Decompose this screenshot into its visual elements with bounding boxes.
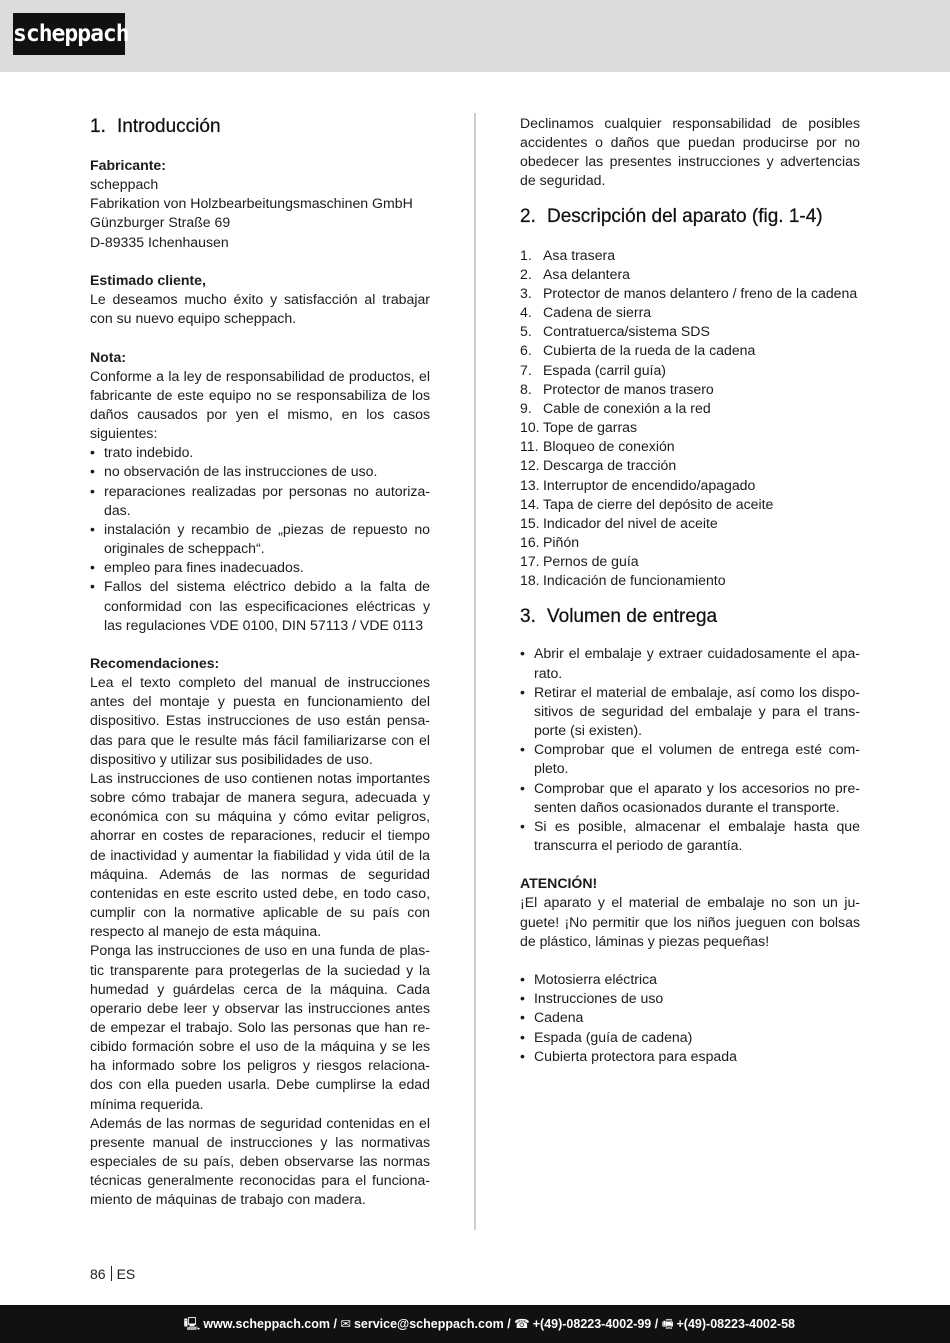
list-item: • empleo para fines inadecuados. bbox=[90, 558, 430, 577]
list-item: 9. Cable de conexión a la red bbox=[520, 399, 711, 416]
recommendations-paragraph: Lea el texto completo del manual de instrucciones antes del montaje y puesta en funcionamiento del dispositivo. Estas instrucciones de uso están pensadas para que le resulte más fácil familiarizarse con el dispositivo y utilizar sus posibilidades de uso. bbox=[90, 674, 430, 767]
right-column bbox=[520, 114, 860, 1066]
list-item: • Motosierra eléctrica bbox=[520, 970, 860, 989]
list-item: 5. Contratuerca/sistema SDS bbox=[520, 323, 710, 340]
page-header bbox=[0, 0, 950, 72]
list-item: • Abrir el embalaje y extraer cuidadosamente el aparato. bbox=[520, 644, 860, 682]
list-item: 18. Indicación de funcionamiento bbox=[520, 572, 726, 589]
dear-customer-label: Estimado cliente, bbox=[90, 271, 206, 288]
left-column bbox=[90, 114, 430, 1210]
list-item: 16. Piñón bbox=[520, 533, 580, 550]
list-item: 13. Interruptor de encendido/apagado bbox=[520, 476, 756, 493]
recommendations-paragraph: Ponga las instrucciones de uso en una funda de plastic transparente para protegerlas de la suciedad y la humedad y guárdelas cerca de la máquina. Cada operario debe leer y observar las instrucciones antes de empezar el trabajo. Solo las personas que han recibido formación sobre el uso de la máquina y se les ha informado sobre los peligros y riesgos relacionados con ella pueden usarla. Debe cumplirse la edad mínima requerida. bbox=[90, 942, 430, 1112]
list-item: 14. Tapa de cierre del depósito de aceite bbox=[520, 495, 774, 512]
list-item: • Fallos del sistema eléctrico debido a la falta de conformidad con las especificaciones eléctricas y las regulaciones VDE 0100, DIN 57113 / VDE 0113 bbox=[90, 577, 430, 634]
recommendations-paragraph: Las instrucciones de uso contienen notas importantes sobre cómo trabajar de manera segura, adecuada y económica con su máquina y cómo evitar peligros, ahorrar en costes de reparaciones, reducir el tiempo de inactividad y aumentar la fiabilidad y vida útil de la máquina. Además de las normas de seguridad contenidas en este escrito usted debe, en todo caso, cumplir con la normative aplicable de su país con respecto al manejo de esta máquina. bbox=[90, 769, 430, 940]
telephone-icon: ☎ bbox=[514, 1317, 530, 1331]
list-item: • Cubierta protectora para espada bbox=[520, 1047, 860, 1066]
parts-list bbox=[520, 246, 860, 591]
list-item: 12. Descarga de tracción bbox=[520, 457, 677, 474]
footer-email-link[interactable]: service@scheppach.com bbox=[353, 1317, 504, 1331]
page-footer: 🖳 www.scheppach.com / ✉ service@scheppach.com / ☎ +(49)-08223-4002-99 / 🖷 +(49)-08223-4002-58 bbox=[0, 1305, 950, 1343]
list-item: 17. Pernos de guía bbox=[520, 553, 639, 570]
delivery-steps-list bbox=[520, 644, 860, 855]
section-heading-introduction: 1. Introducción bbox=[90, 116, 221, 137]
note-text: Conforme a la ley de responsabilidad de productos, el fabricante de este equipo no se responsabiliza de los daños causados por yen el mismo, en los casos siguientes: bbox=[90, 367, 430, 442]
list-item: • Instrucciones de uso bbox=[520, 989, 860, 1008]
list-item: 3. Protector de manos delantero / freno de la cadena bbox=[520, 284, 858, 301]
manufacturer-address: scheppach Fabrikation von Holzbearbeitungsmaschinen GmbH Günzburger Straße 69 D-89335 Ichenhausen bbox=[90, 176, 413, 250]
footer-phone: +(49)-08223-4002-99 bbox=[532, 1317, 652, 1331]
list-item: 6. Cubierta de la rueda de la cadena bbox=[520, 342, 756, 359]
disclaimer-text: Declinamos cualquier responsabilidad de posibles accidentes o daños que puedan producirse por no obedecer las presentes instrucciones y advertencias de seguridad. bbox=[520, 115, 860, 189]
list-item: • Si es posible, almacenar el embalaje hasta que transcurra el periodo de garantía. bbox=[520, 817, 860, 855]
note-list bbox=[90, 443, 430, 635]
list-item: • Cadena bbox=[520, 1008, 860, 1027]
scheppach-logo: scheppach bbox=[13, 13, 125, 55]
delivery-contents-list bbox=[520, 970, 860, 1066]
list-item: 10. Tope de garras bbox=[520, 419, 638, 436]
list-item: 4. Cadena de sierra bbox=[520, 304, 652, 321]
footer-website-link[interactable]: www.scheppach.com bbox=[203, 1317, 330, 1331]
list-item: • reparaciones realizadas por personas no autorizadas. bbox=[90, 482, 430, 520]
dear-customer-text: Le deseamos mucho éxito y satisfacción al trabajar con su nuevo equipo scheppach. bbox=[90, 291, 430, 327]
page-number: 86 ES bbox=[90, 1266, 136, 1282]
list-item: • instalación y recambio de „piezas de repuesto no originales de scheppach“. bbox=[90, 520, 430, 558]
envelope-icon: ✉ bbox=[340, 1317, 351, 1331]
recommendations-paragraph: Además de las normas de seguridad contenidas en el presente manual de instrucciones y las normativas especiales de su país, deben observarse las normas técnicas generalmente reconocidas para el funcionamiento de máquinas de trabajo con madera. bbox=[90, 1114, 430, 1208]
list-item: 15. Indicador del nivel de aceite bbox=[520, 514, 718, 531]
column-divider bbox=[474, 113, 476, 1230]
attention-label: ATENCIÓN! bbox=[520, 875, 598, 892]
list-item: 8. Protector de manos trasero bbox=[520, 380, 714, 397]
note-label: Nota: bbox=[90, 348, 127, 365]
footer-fax: +(49)-08223-4002-58 bbox=[676, 1317, 795, 1331]
list-item: • Comprobar que el volumen de entrega esté completo. bbox=[520, 740, 860, 778]
fax-icon: 🖷 bbox=[661, 1317, 674, 1331]
computer-icon: 🖳 bbox=[183, 1317, 201, 1331]
list-item: 7. Espada (carril guía) bbox=[520, 361, 666, 378]
section-heading-description: 2. Descripción del aparato (fig. 1-4) bbox=[520, 205, 823, 227]
section-heading-delivery: 3. Volumen de entrega bbox=[520, 606, 718, 628]
list-item: • Retirar el material de embalaje, así como los dispositivos de seguridad del embalaje y para el transporte (si existen). bbox=[520, 683, 860, 740]
list-item: 11. Bloqueo de conexión bbox=[520, 438, 675, 455]
list-item: 1. Asa trasera bbox=[520, 246, 616, 263]
list-item: 2. Asa delantera bbox=[520, 265, 630, 282]
list-item: • Espada (guía de cadena) bbox=[520, 1028, 860, 1047]
manufacturer-label: Fabricante: bbox=[90, 157, 166, 173]
list-item: • no observación de las instrucciones de uso. bbox=[90, 462, 430, 481]
list-item: • trato indebido. bbox=[90, 443, 430, 462]
recommendations-label: Recomendaciones: bbox=[90, 655, 220, 672]
list-item: • Comprobar que el aparato y los accesorios no presenten daños ocasionados durante el transporte. bbox=[520, 779, 860, 817]
attention-text: ¡El aparato y el material de embalaje no son un juguete! ¡No permitir que los niños jueguen con bolsas de plástico, láminas y piezas pequeñas! bbox=[520, 894, 860, 949]
